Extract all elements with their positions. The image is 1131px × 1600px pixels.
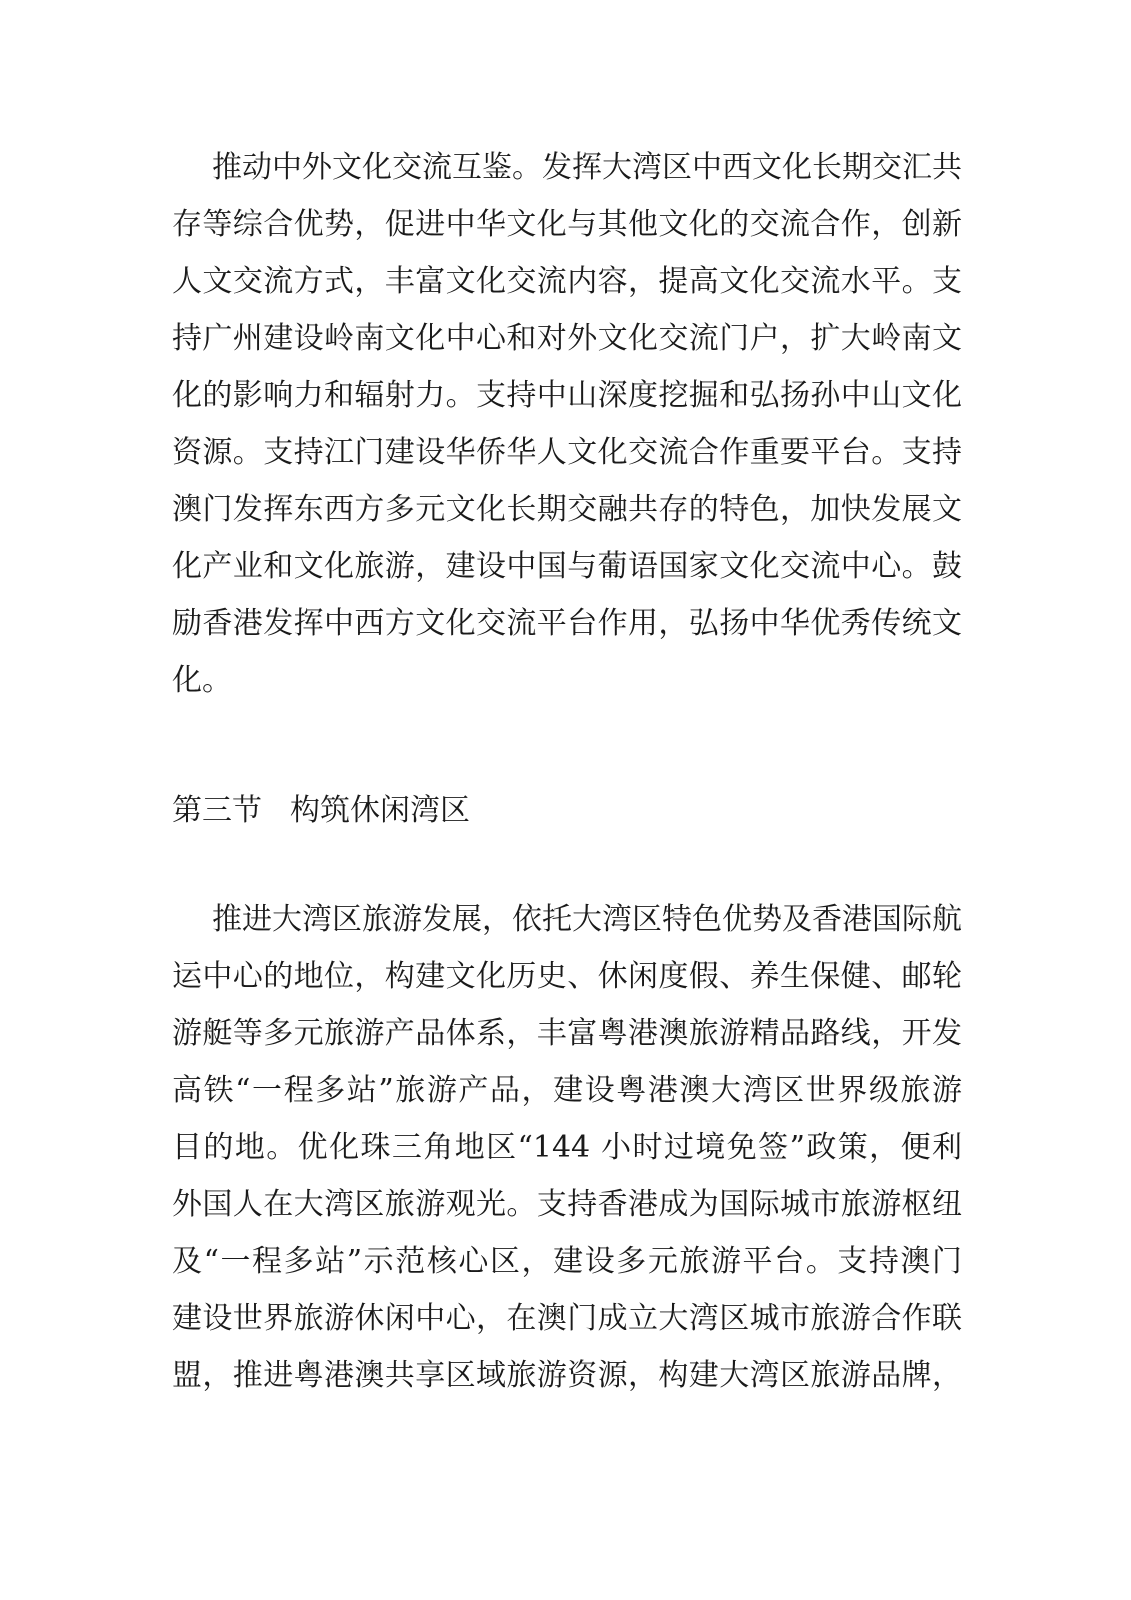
paragraph-line: 建设世界旅游休闲中心，在澳门成立大湾区城市旅游合作联: [172, 1301, 962, 1336]
paragraph-line: 化产业和文化旅游，建设中国与葡语国家文化交流中心。鼓: [172, 549, 962, 584]
paragraph-line: 存等综合优势，促进中华文化与其他文化的交流合作，创新: [172, 207, 962, 242]
paragraph-line: 盟，推进粤港澳共享区域旅游资源，构建大湾区旅游品牌，: [172, 1358, 962, 1393]
section-title: 构筑休闲湾区: [290, 793, 470, 828]
section-heading: [172, 782, 470, 839]
paragraph-line: 资源。支持江门建设华侨华人文化交流合作重要平台。支持: [172, 435, 962, 470]
paragraph-line: 励香港发挥中西方文化交流平台作用，弘扬中华优秀传统文: [172, 606, 962, 641]
section-number: 第三节: [172, 793, 262, 828]
paragraph-line: 游艇等多元旅游产品体系，丰富粤港澳旅游精品路线，开发: [172, 1016, 962, 1051]
paragraph-line: 化的影响力和辐射力。支持中山深度挖掘和弘扬孙中山文化: [172, 378, 962, 413]
paragraph-line: 运中心的地位，构建文化历史、休闲度假、养生保健、邮轮: [172, 959, 962, 994]
paragraph-line: 目的地。优化珠三角地区“144 小时过境免签”政策，便利: [172, 1130, 962, 1165]
paragraph-line: 高铁“一程多站”旅游产品，建设粤港澳大湾区世界级旅游: [172, 1073, 962, 1108]
paragraph-line: 推动中外文化交流互鉴。发挥大湾区中西文化长期交汇共: [212, 150, 962, 185]
paragraph-line: 澳门发挥东西方多元文化长期交融共存的特色，加快发展文: [172, 492, 962, 527]
paragraph-line: 化。: [172, 663, 232, 698]
paragraph-line: 外国人在大湾区旅游观光。支持香港成为国际城市旅游枢纽: [172, 1187, 962, 1222]
paragraph-line: 及“一程多站”示范核心区，建设多元旅游平台。支持澳门: [172, 1244, 962, 1279]
paragraph-line: 持广州建设岭南文化中心和对外文化交流门户，扩大岭南文: [172, 321, 962, 356]
paragraph-line: 推进大湾区旅游发展，依托大湾区特色优势及香港国际航: [212, 902, 962, 937]
paragraph-leisure-bay: [172, 891, 962, 1404]
paragraph-cultural-exchange: [172, 139, 962, 709]
paragraph-line: 人文交流方式，丰富文化交流内容，提高文化交流水平。支: [172, 264, 962, 299]
